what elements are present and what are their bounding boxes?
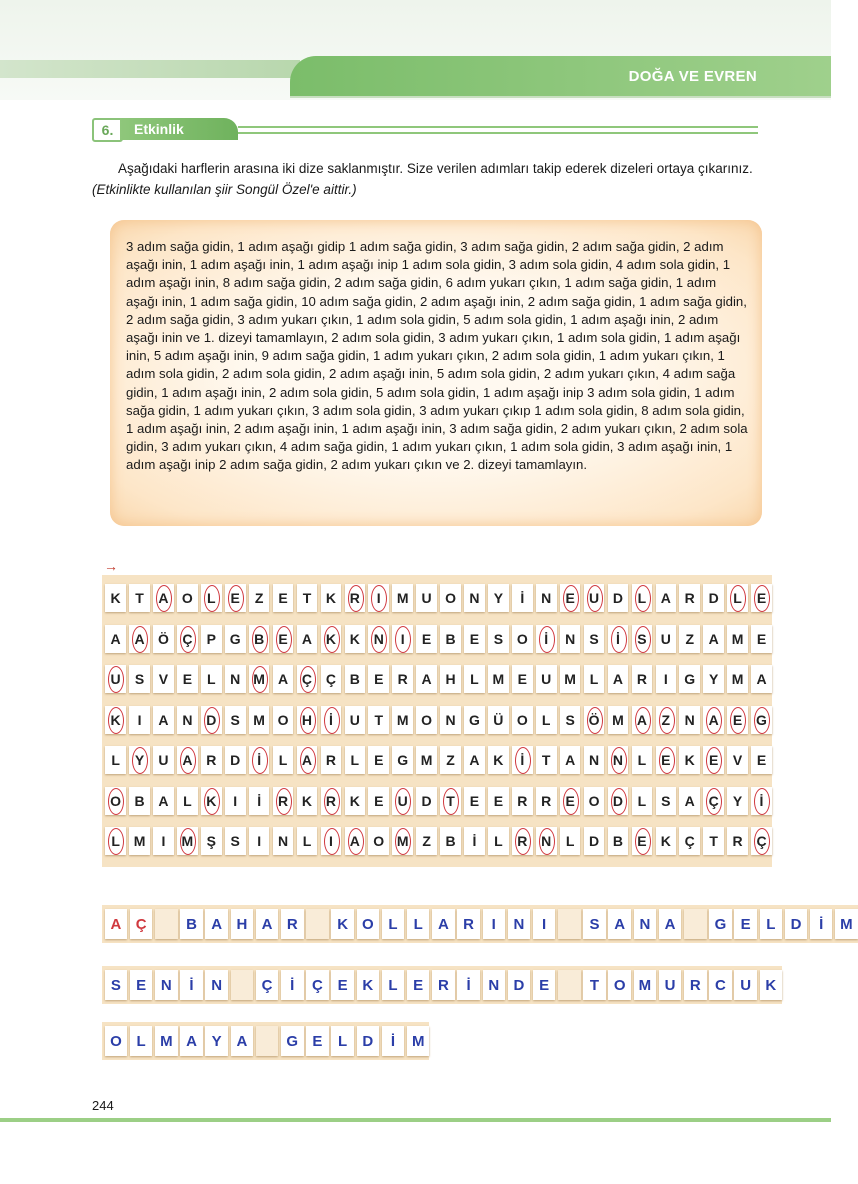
grid-cell-circled: Ç [297, 665, 318, 693]
answer-letter: A [205, 909, 228, 939]
answer-letter: U [659, 970, 682, 1000]
grid-cell-circled: A [177, 746, 198, 774]
grid-cell-circled: Ç [703, 787, 724, 815]
grid-cell: R [201, 746, 222, 774]
grid-cell: İ [249, 787, 270, 815]
answer-letter: L [760, 909, 783, 939]
grid-cell-circled: E [656, 746, 677, 774]
grid-cell: G [464, 706, 485, 734]
answer-letter: N [508, 909, 531, 939]
answer-space [684, 909, 707, 939]
answer-letter: R [432, 970, 455, 1000]
answer-letter: Y [205, 1026, 228, 1056]
grid-cell-circled: L [632, 584, 653, 612]
start-arrow-icon: → [104, 558, 118, 574]
grid-cell: L [464, 665, 485, 693]
grid-cell: N [273, 827, 294, 855]
answer-letter: C [709, 970, 732, 1000]
grid-cell: E [416, 625, 437, 653]
grid-cell: T [297, 584, 318, 612]
grid-cell: S [225, 706, 246, 734]
answer-letter: A [659, 909, 682, 939]
grid-row [102, 701, 772, 739]
grid-cell: L [345, 746, 366, 774]
intro-paragraph [92, 158, 772, 200]
answer-letter: E [407, 970, 430, 1000]
grid-cell: A [153, 787, 174, 815]
grid-cell: L [273, 746, 294, 774]
answer-row [102, 905, 858, 943]
answer-letter: N [634, 909, 657, 939]
grid-cell: N [440, 706, 461, 734]
answer-letter: N [205, 970, 228, 1000]
answer-letter: K [760, 970, 783, 1000]
grid-cell-circled: T [440, 787, 461, 815]
answer-letter: N [155, 970, 178, 1000]
grid-cell: O [584, 787, 605, 815]
grid-row [102, 782, 772, 820]
grid-cell: T [703, 827, 724, 855]
grid-cell: E [368, 665, 389, 693]
answer-letter: R [281, 909, 304, 939]
answer-letter: Ç [130, 909, 153, 939]
grid-cell-circled: A [297, 746, 318, 774]
answer-space [558, 909, 581, 939]
grid-row [102, 579, 772, 617]
grid-cell: L [201, 665, 222, 693]
grid-cell-circled: İ [751, 787, 772, 815]
grid-cell-circled: N [368, 625, 389, 653]
grid-cell: A [703, 625, 724, 653]
grid-cell: A [679, 787, 700, 815]
intro-text: Aşağıdaki harflerin arasına iki dize saklanmıştır. Size verilen adımları takip ederek dizeleri ortaya çıkarınız. [118, 161, 753, 176]
grid-cell-circled: R [345, 584, 366, 612]
answer-letter: K [357, 970, 380, 1000]
grid-cell: E [177, 665, 198, 693]
grid-cell: M [488, 665, 509, 693]
section-rule [238, 132, 758, 134]
chapter-title: DOĞA VE EVREN [628, 68, 757, 85]
grid-cell: Y [703, 665, 724, 693]
answer-letter: D [357, 1026, 380, 1056]
grid-cell-circled: G [751, 706, 772, 734]
grid-cell: I [225, 787, 246, 815]
grid-cell: Z [440, 746, 461, 774]
answer-letter: İ [810, 909, 833, 939]
answer-letter: O [357, 909, 380, 939]
grid-cell: P [201, 625, 222, 653]
grid-cell-circled: Ç [751, 827, 772, 855]
grid-cell: A [153, 706, 174, 734]
grid-cell-circled: D [201, 706, 222, 734]
grid-cell: A [751, 665, 772, 693]
grid-cell: O [512, 625, 533, 653]
answer-letter: S [105, 970, 128, 1000]
grid-cell: L [560, 827, 581, 855]
grid-cell-circled: S [632, 625, 653, 653]
grid-cell: B [345, 665, 366, 693]
grid-cell: G [225, 625, 246, 653]
grid-cell: O [273, 706, 294, 734]
answer-space [558, 970, 581, 1000]
grid-cell: Y [727, 787, 748, 815]
answer-letter: L [130, 1026, 153, 1056]
answer-letter: A [105, 909, 128, 939]
grid-cell-circled: Ö [584, 706, 605, 734]
answer-letter: İ [281, 970, 304, 1000]
grid-cell: T [368, 706, 389, 734]
answer-letter: H [231, 909, 254, 939]
grid-cell: E [512, 665, 533, 693]
answer-letter: E [306, 1026, 329, 1056]
section-number: 6. [92, 118, 123, 142]
grid-cell-circled: K [201, 787, 222, 815]
grid-cell-circled: N [608, 746, 629, 774]
grid-cell: İ [512, 584, 533, 612]
page-number: 244 [92, 1098, 114, 1113]
grid-cell: I [249, 827, 270, 855]
answer-space [306, 909, 329, 939]
grid-cell: O [416, 706, 437, 734]
grid-cell: N [177, 706, 198, 734]
grid-cell: M [727, 665, 748, 693]
grid-cell: O [368, 827, 389, 855]
answer-letter: A [256, 909, 279, 939]
letter-grid [102, 575, 772, 867]
grid-cell: E [488, 787, 509, 815]
grid-cell: L [177, 787, 198, 815]
grid-cell-circled: Y [129, 746, 150, 774]
grid-cell: T [536, 746, 557, 774]
grid-cell: B [440, 625, 461, 653]
grid-cell: A [297, 625, 318, 653]
grid-cell: K [679, 746, 700, 774]
grid-cell-circled: Ç [177, 625, 198, 653]
grid-cell: E [751, 625, 772, 653]
grid-cell: E [464, 625, 485, 653]
grid-cell: D [416, 787, 437, 815]
grid-cell: Ö [153, 625, 174, 653]
answer-letter: G [709, 909, 732, 939]
grid-cell: Z [679, 625, 700, 653]
grid-cell-circled: E [727, 706, 748, 734]
grid-cell-circled: K [321, 625, 342, 653]
answer-letter: Ç [306, 970, 329, 1000]
answer-letter: I [483, 909, 506, 939]
grid-cell-circled: M [249, 665, 270, 693]
grid-cell: N [560, 625, 581, 653]
grid-cell-circled: İ [321, 706, 342, 734]
grid-cell-circled: A [129, 625, 150, 653]
grid-cell: S [656, 787, 677, 815]
grid-cell: O [440, 584, 461, 612]
answer-letter: Ç [256, 970, 279, 1000]
grid-cell: Ş [201, 827, 222, 855]
answer-space [256, 1026, 279, 1056]
grid-cell: D [225, 746, 246, 774]
grid-cell: E [368, 787, 389, 815]
grid-cell-circled: U [392, 787, 413, 815]
grid-cell-circled: R [321, 787, 342, 815]
grid-cell-circled: M [392, 827, 413, 855]
grid-cell-circled: K [105, 706, 126, 734]
answer-letter: M [835, 909, 858, 939]
grid-cell: S [225, 827, 246, 855]
grid-cell: L [488, 827, 509, 855]
answer-letter: B [180, 909, 203, 939]
grid-cell: L [632, 746, 653, 774]
grid-cell: D [608, 584, 629, 612]
grid-cell-circled: R [273, 787, 294, 815]
grid-cell-circled: E [703, 746, 724, 774]
grid-cell: R [632, 665, 653, 693]
grid-cell: A [656, 584, 677, 612]
grid-row [102, 741, 772, 779]
grid-cell: Ç [321, 665, 342, 693]
grid-row [102, 822, 772, 860]
grid-cell: B [440, 827, 461, 855]
grid-cell: S [129, 665, 150, 693]
grid-cell: K [656, 827, 677, 855]
grid-cell: I [129, 706, 150, 734]
answer-letter: O [608, 970, 631, 1000]
answer-letter: I [533, 909, 556, 939]
answer-space [155, 909, 178, 939]
grid-cell: E [368, 746, 389, 774]
grid-cell-circled: İ [536, 625, 557, 653]
grid-cell-circled: Z [656, 706, 677, 734]
answer-letter: L [331, 1026, 354, 1056]
answer-letter: U [734, 970, 757, 1000]
grid-cell: R [536, 787, 557, 815]
grid-cell: N [464, 584, 485, 612]
grid-cell-circled: I [392, 625, 413, 653]
grid-cell: M [249, 706, 270, 734]
grid-cell: M [129, 827, 150, 855]
chapter-banner [290, 56, 831, 96]
grid-cell: Z [416, 827, 437, 855]
grid-cell-circled: L [105, 827, 126, 855]
grid-cell-circled: N [536, 827, 557, 855]
answer-letter: İ [457, 970, 480, 1000]
answer-row [102, 966, 782, 1004]
grid-cell: U [656, 625, 677, 653]
intro-note: (Etkinlikte kullanılan şiir Songül Özel'e aittir.) [92, 182, 357, 197]
instruction-text: 3 adım sağa gidin, 1 adım aşağı gidip 1 adım sağa gidin, 3 adım sağa gidin, 2 adım sağa gidin, 2 adım aşağı inin, 1 adım aşağı inin, 1 adım aşağı inip 1 adım sola gidin, 3 adım sola gidin, 4 adım sola gidin, 1 adım aşağı inin, 8 adım sağa gidin, 2 adım sağa gidin, 6 adım yukarı çıkın, 1 adım sağa gidin, 1 adım aşağı inin, 1 adım sağa gidin, 10 adım sağa gidin, 2 adım aşağı inin, 2 adım sağa gidin, 1 adım sağa gidin, 2 adım sağa gidin, 3 adım yukarı çıkın, 1 adım sola gidin, 5 adım sola gidin, 1 adım aşağı inin, 2 adım aşağı inin ve 1. dizeyi tamamlayın, 2 adım sola gidin, 3 adım yukarı çıkın, 1 adım sola gidin, 1 adım aşağı inin, 5 adım aşağı inin, 9 adım sağa gidin, 1 adım yukarı çıkın, 2 adım sola gidin, 1 adım yukarı çıkın, 1 adım sola gidin, 2 adım sola gidin, 2 adım aşağı inin, 5 adım sola gidin, 2 adım yukarı çıkın, 4 adım sağa gidin, 1 adım aşağı inin, 2 adım sola gidin, 5 adım sola gidin, 1 adım aşağı inip 3 adım sola gidin, 1 adım sağa gidin, 1 adım yukarı çıkın, 3 adım sola gidin, 3 adım yukarı çıkıp 1 adım sola gidin, 8 adım sola gidin, 1 adım aşağı inin, 2 adım aşağı inin, 1 adım aşağı inin, 3 adım sağa gidin, 2 adım yukarı çıkın, 2 adım sola gidin, 3 adım yukarı çıkın, 4 adım sağa gidin, 1 adım yukarı çıkın, 1 adım sola gidin, 3 adım aşağı inin, 1 adım aşağı inip 2 adım sağa gidin, 2 adım yukarı çıkın ve 2. dizeyi tamamlayın. [126, 239, 748, 473]
grid-cell: N [584, 746, 605, 774]
grid-cell: S [584, 625, 605, 653]
grid-cell-circled: B [249, 625, 270, 653]
grid-cell: A [608, 665, 629, 693]
answer-letter: A [432, 909, 455, 939]
grid-cell: N [225, 665, 246, 693]
grid-cell-circled: U [105, 665, 126, 693]
answer-letter: R [684, 970, 707, 1000]
grid-cell: M [560, 665, 581, 693]
answer-letter: L [382, 970, 405, 1000]
grid-cell: N [536, 584, 557, 612]
answer-letter: İ [180, 970, 203, 1000]
answer-letter: G [281, 1026, 304, 1056]
grid-cell: E [464, 787, 485, 815]
grid-cell-circled: H [297, 706, 318, 734]
grid-cell: H [440, 665, 461, 693]
grid-cell: A [560, 746, 581, 774]
grid-cell-circled: L [201, 584, 222, 612]
grid-cell: K [345, 625, 366, 653]
grid-cell-circled: E [632, 827, 653, 855]
grid-cell: S [560, 706, 581, 734]
grid-cell: L [105, 746, 126, 774]
answer-letter: İ [382, 1026, 405, 1056]
section-rule [238, 126, 758, 128]
grid-cell: G [392, 746, 413, 774]
answer-space [231, 970, 254, 1000]
grid-cell: M [392, 706, 413, 734]
grid-cell: K [297, 787, 318, 815]
grid-row [102, 660, 772, 698]
answer-letter: T [583, 970, 606, 1000]
grid-cell: R [321, 746, 342, 774]
answer-letter: K [331, 909, 354, 939]
section-title: Etkinlik [120, 118, 238, 140]
answer-letter: A [231, 1026, 254, 1056]
section-heading [92, 116, 760, 140]
answer-letter: M [407, 1026, 430, 1056]
answer-letter: M [634, 970, 657, 1000]
answer-letter: N [483, 970, 506, 1000]
grid-cell: V [153, 665, 174, 693]
answer-letter: E [533, 970, 556, 1000]
grid-cell: Z [249, 584, 270, 612]
grid-cell: M [392, 584, 413, 612]
grid-cell: N [679, 706, 700, 734]
grid-cell: L [297, 827, 318, 855]
grid-cell: D [584, 827, 605, 855]
grid-cell-circled: I [368, 584, 389, 612]
answer-letter: A [180, 1026, 203, 1056]
grid-cell-circled: E [225, 584, 246, 612]
grid-cell: L [632, 787, 653, 815]
grid-cell: L [584, 665, 605, 693]
grid-cell: V [727, 746, 748, 774]
grid-cell: A [105, 625, 126, 653]
grid-cell: B [608, 827, 629, 855]
grid-cell: U [345, 706, 366, 734]
grid-cell: A [464, 746, 485, 774]
grid-cell: İ [464, 827, 485, 855]
grid-cell: K [105, 584, 126, 612]
grid-cell-circled: E [560, 787, 581, 815]
grid-cell: T [129, 584, 150, 612]
answer-letter: D [785, 909, 808, 939]
grid-cell: E [273, 584, 294, 612]
grid-cell: R [392, 665, 413, 693]
grid-cell: S [488, 625, 509, 653]
grid-cell: U [416, 584, 437, 612]
instruction-box [110, 220, 762, 526]
grid-cell: R [679, 584, 700, 612]
grid-cell-circled: L [727, 584, 748, 612]
answer-letter: M [155, 1026, 178, 1056]
answer-row [102, 1022, 429, 1060]
grid-cell: G [679, 665, 700, 693]
footer-rule [0, 1118, 831, 1122]
grid-cell: Ç [679, 827, 700, 855]
grid-cell: K [345, 787, 366, 815]
grid-cell: O [177, 584, 198, 612]
grid-cell: K [321, 584, 342, 612]
grid-cell-circled: İ [249, 746, 270, 774]
grid-cell-circled: I [321, 827, 342, 855]
grid-cell: K [488, 746, 509, 774]
grid-cell: R [727, 827, 748, 855]
grid-cell-circled: D [608, 787, 629, 815]
answer-letter: D [508, 970, 531, 1000]
grid-cell-circled: E [751, 584, 772, 612]
grid-cell-circled: İ [512, 746, 533, 774]
answer-letter: L [382, 909, 405, 939]
grid-cell: Y [488, 584, 509, 612]
grid-cell-circled: E [560, 584, 581, 612]
grid-cell: M [608, 706, 629, 734]
header-stripe [0, 60, 300, 78]
grid-cell-circled: A [703, 706, 724, 734]
grid-cell: U [536, 665, 557, 693]
grid-cell: I [153, 827, 174, 855]
answer-letter: R [457, 909, 480, 939]
grid-cell: U [153, 746, 174, 774]
grid-cell: I [656, 665, 677, 693]
answer-letter: E [331, 970, 354, 1000]
grid-cell: A [273, 665, 294, 693]
grid-cell-circled: O [105, 787, 126, 815]
grid-cell-circled: E [273, 625, 294, 653]
grid-cell: Ü [488, 706, 509, 734]
grid-cell-circled: A [153, 584, 174, 612]
grid-cell: D [703, 584, 724, 612]
grid-cell: B [129, 787, 150, 815]
answer-letter: E [130, 970, 153, 1000]
grid-cell-circled: U [584, 584, 605, 612]
grid-cell-circled: A [345, 827, 366, 855]
grid-cell: A [416, 665, 437, 693]
grid-row [102, 620, 772, 658]
answer-letter: L [407, 909, 430, 939]
grid-cell-circled: A [632, 706, 653, 734]
grid-cell: E [751, 746, 772, 774]
grid-cell-circled: M [177, 827, 198, 855]
grid-cell-circled: İ [608, 625, 629, 653]
grid-cell: O [512, 706, 533, 734]
answer-letter: A [608, 909, 631, 939]
answer-letter: S [583, 909, 606, 939]
grid-cell: R [512, 787, 533, 815]
answer-letter: O [105, 1026, 128, 1056]
grid-cell: M [727, 625, 748, 653]
grid-cell-circled: R [512, 827, 533, 855]
grid-cell: M [416, 746, 437, 774]
answer-letter: E [734, 909, 757, 939]
grid-cell: L [536, 706, 557, 734]
